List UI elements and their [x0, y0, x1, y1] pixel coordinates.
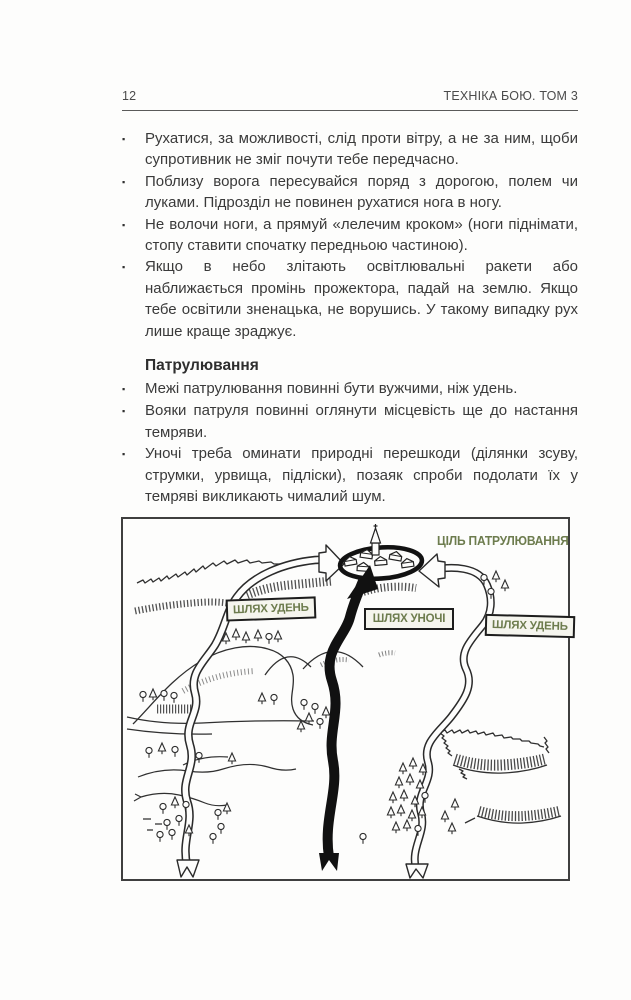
bullet-square-icon: ▪ [122, 384, 126, 395]
list-item [122, 378, 578, 400]
list-item [122, 128, 578, 171]
list-item [122, 400, 578, 443]
list-item [122, 171, 578, 214]
list-item-text: Вояки патруля повинні оглянути місцевість ще до настання темряви. [145, 402, 578, 441]
figure-label-day-right: ШЛЯХ УДЕНЬ [485, 613, 575, 637]
list-item-text: Не волочи ноги, а прямуй «лелечим кроком» (ноги піднімати, стопу ставити спочатку передньою частиною). [145, 215, 578, 255]
list-item-text: Рухатися, за можливості, слід проти вітру, а не за ним, щоби супротивник не зміг почути тебе передчасно. [145, 130, 578, 169]
section-bullet-list [122, 378, 578, 507]
bullet-square-icon: ▪ [122, 219, 126, 230]
figure-label-goal: ЦІЛЬ ПАТРУЛЮВАННЯ [437, 533, 569, 548]
page-number: 12 [122, 89, 137, 103]
running-head [122, 89, 578, 103]
list-item [122, 256, 578, 342]
list-item [122, 214, 578, 257]
list-item [122, 443, 578, 507]
figure-label-day-left: ШЛЯХ УДЕНЬ [226, 596, 316, 621]
intro-bullet-list [122, 128, 578, 342]
list-item-text: Межі патрулювання повинні бути вужчими, ніж удень. [145, 380, 518, 398]
plateau [440, 730, 561, 823]
page-content [122, 128, 578, 881]
church [371, 524, 381, 555]
running-title: ТЕХНІКА БОЮ. ТОМ 3 [443, 89, 578, 103]
header-rule [122, 110, 578, 111]
hills [127, 646, 395, 734]
patrol-map-drawing [123, 519, 568, 879]
bullet-square-icon: ▪ [122, 176, 126, 187]
patrol-map-figure [121, 517, 570, 881]
section-heading: Патрулювання [145, 357, 259, 375]
bullet-square-icon: ▪ [122, 449, 126, 460]
bullet-square-icon: ▪ [122, 262, 126, 273]
list-item-text: Уночі треба оминати природні перешкоди (ділянки зсуву, струмки, урвища, підліски), позаяк спроби подолати їх у темряві викликають чималий шум. [145, 445, 578, 506]
lowland [134, 756, 296, 829]
bullet-square-icon: ▪ [122, 406, 126, 417]
list-item-text: Якщо в небо злітають освітлювальні ракети або наближається промінь прожектора, падай на землю. Якщо тебе освітили зненацька, не ворушись. У такому випадку рух лише краще зраджує. [145, 258, 578, 340]
bullet-square-icon: ▪ [122, 134, 126, 144]
figure-label-night: ШЛЯХ УНОЧІ [364, 608, 454, 630]
list-item-text: Поблизу ворога пересувайся поряд з дорогою, полем чи луками. Підрозділ не повинен рухатися нога в ногу. [145, 172, 578, 212]
village [339, 524, 423, 581]
day-route-left [177, 545, 344, 877]
